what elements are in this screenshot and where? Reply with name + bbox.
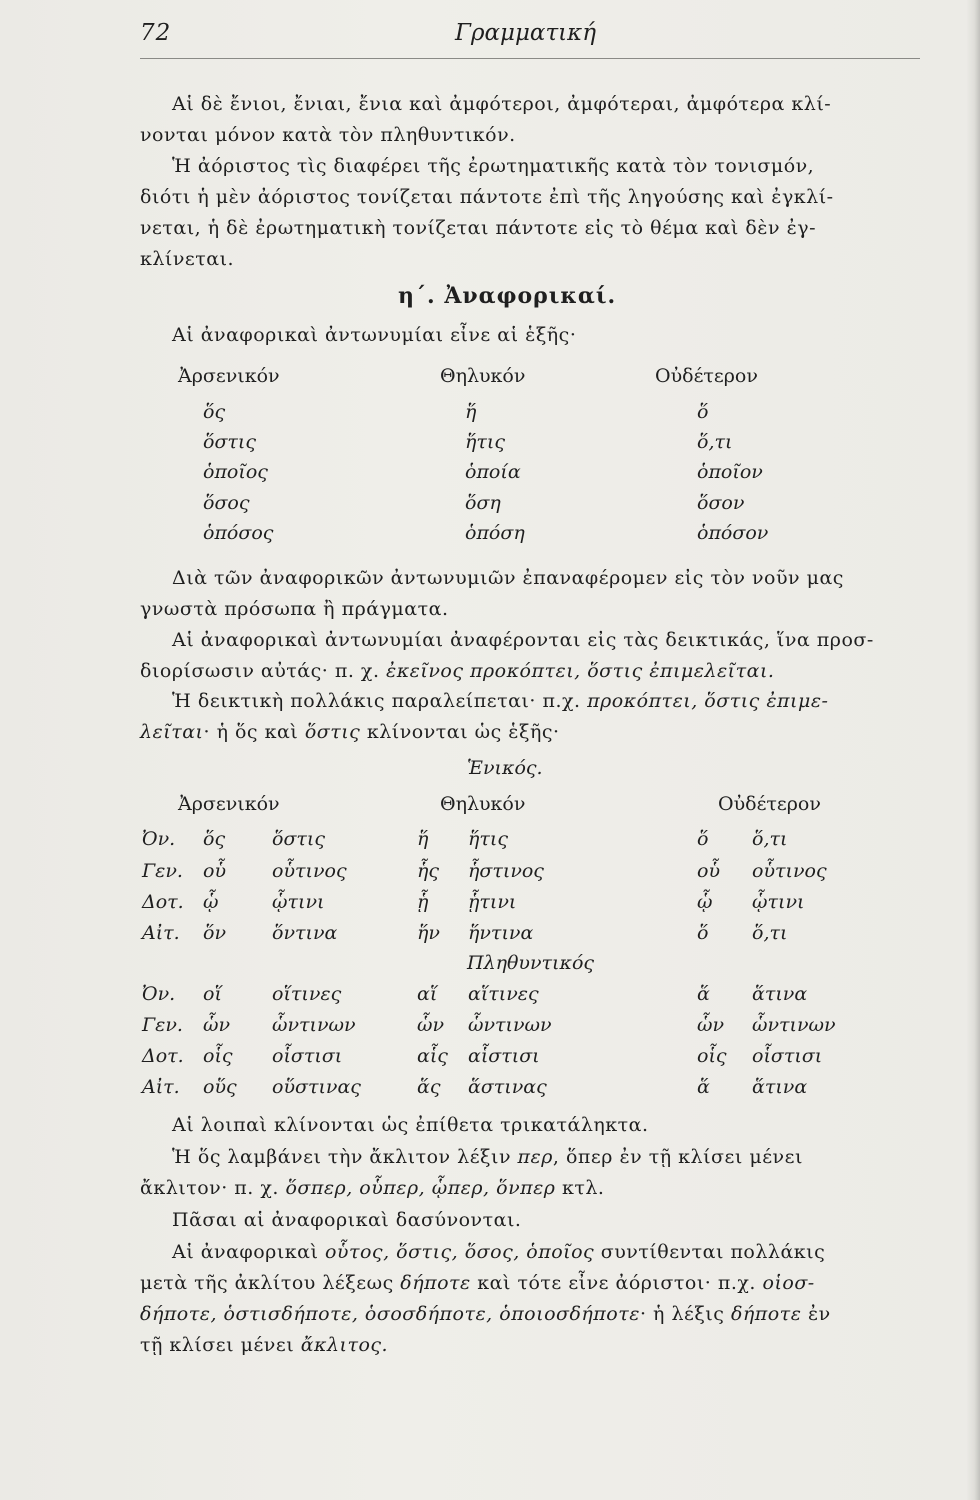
table-cell: ὅσος [203,492,250,514]
text-span: , ὅπερ ἐν τῇ κλίσει μένει [552,1146,803,1168]
text-span: κλίνονται ὡς ἑξῆς· [360,721,560,743]
column-header-masculine: Ἀρσενικόν [178,365,280,387]
column-header-masculine: Ἀρσενικόν [178,793,280,815]
paragraph-line [140,1334,388,1356]
table-cell: ᾗ [417,891,429,913]
table-cell: ἥτις [465,431,505,453]
paragraph-line [172,690,828,712]
column-header-feminine: Θηλυκόν [440,365,526,387]
text-span: Ἡ δεικτικὴ πολλάκις παραλείπεται· π.χ. [172,690,588,712]
text-span: μετὰ τῆς ἀκλίτου λέξεως [140,1272,401,1294]
table-cell: ἥν [417,922,440,944]
paragraph-line: Πᾶσαι αἱ ἀναφορικαὶ δασύνονται. [172,1209,522,1231]
table-cell: αἵ [417,983,438,1005]
table-cell: ὅ,τι [697,431,733,453]
table-cell: ἧς [417,860,440,882]
paragraph-line: Ἡ ἀόριστος τὶς διαφέρει τῆς ἐρωτηματικῆς κατὰ τὸν τονισμόν, [172,155,815,177]
example-text: ἐκεῖνος προκόπτει, ὅστις ἐπιμελεῖται. [386,660,775,682]
case-label: Ὀν. [142,828,176,850]
example-text: δήποτε [730,1303,802,1325]
table-cell: οἷς [203,1045,233,1067]
example-text: περ [517,1146,553,1168]
table-cell: ἅτινα [752,983,808,1005]
example-text: προκόπτει, ὅστις ἐπιμε- [587,690,829,712]
table-cell: ἧστινος [468,860,544,882]
plural-title: Πληθυντικός [467,952,595,974]
paragraph-line [140,1303,831,1325]
case-label: Δοτ. [142,891,184,913]
paragraph-line [140,1177,604,1199]
paragraph-line [140,1272,815,1294]
singular-title: Ἑνικός. [467,757,543,779]
text-span: Ἡ ὅς λαμβάνει τὴν ἄκλιτον λέξιν [172,1146,518,1168]
table-cell: οὗτινος [272,860,347,882]
paragraph-line: κλίνεται. [140,248,235,270]
table-cell: ᾧ [203,891,219,913]
table-cell: ὅσον [697,492,745,514]
table-cell: ὧντινων [272,1014,356,1036]
table-cell: ἅστινας [468,1076,547,1098]
case-label: Γεν. [142,860,183,882]
table-cell: ᾧτινι [272,891,325,913]
case-label: Ὀν. [142,983,176,1005]
paragraph-line [140,721,560,743]
text-span: ἐν [801,1303,831,1325]
table-cell: ὅ,τι [752,922,788,944]
page-edge-shadow [966,0,980,1500]
table-cell: αἷς [417,1045,448,1067]
text-span: κτλ. [555,1177,605,1199]
page-header [140,14,920,54]
text-span: καὶ τότε εἶνε ἀόριστοι· π.χ. [470,1272,763,1294]
case-label: Αἰτ. [142,1076,180,1098]
table-cell: οὕστινας [272,1076,361,1098]
table-cell: οἵτινες [272,983,342,1005]
example-text: οἱοσ- [762,1272,815,1294]
text-span: ἄκλιτον· π. χ. [140,1177,286,1199]
table-cell: αἷστισι [468,1045,540,1067]
paragraph-line: γνωστὰ πρόσωπα ἢ πράγματα. [140,598,449,620]
example-text: λεῖται [140,721,204,743]
table-cell: ἅ [697,983,710,1005]
table-cell: ἅ [697,1076,710,1098]
table-cell: ὅστις [272,828,326,850]
text-span: Αἱ ἀναφορικαὶ [172,1241,325,1263]
paragraph-line: Αἱ ἀναφορικαὶ ἀντωνυμίαι ἀναφέρονται εἰς τὰς δεικτικάς, ἵνα προσ- [172,629,874,651]
text-span: συντίθενται πολλάκις [594,1241,826,1263]
table-cell: αἵτινες [468,983,539,1005]
case-label: Γεν. [142,1014,183,1036]
column-header-neuter: Οὐδέτερον [655,365,758,387]
table-cell: ὧν [203,1014,231,1036]
example-text: ἄκλιτος. [300,1334,389,1356]
running-title: Γραμματική [455,20,597,46]
table-cell: οἷστισι [752,1045,823,1067]
table-cell: ὅ [697,828,709,850]
paragraph-line: Αἱ λοιπαὶ κλίνονται ὡς ἐπίθετα τρικατάληκτα. [172,1114,649,1136]
table-cell: ὅστις [203,431,257,453]
table-cell: ἅτινα [752,1076,808,1098]
header-rule [140,58,920,59]
table-cell: ὅς [203,401,226,423]
table-cell: ὅντινα [272,922,338,944]
text-span: · ἡ ὅς καὶ [203,721,305,743]
example-text: δήποτε [400,1272,471,1294]
text-span: τῇ κλίσει μένει [140,1334,301,1356]
table-cell: οὕς [203,1076,237,1098]
table-cell: ὅν [203,922,226,944]
example-text: ὅστις [304,721,361,743]
table-cell: ᾧ [697,891,713,913]
table-cell: ᾗτινι [468,891,517,913]
case-label: Αἰτ. [142,922,180,944]
paragraph-line [140,660,774,682]
case-label: Δοτ. [142,1045,184,1067]
table-cell: οἷστισι [272,1045,343,1067]
table-cell: ὅ [697,401,709,423]
table-cell: ὧν [697,1014,725,1036]
table-cell: ᾧτινι [752,891,805,913]
paragraph-line: διότι ἡ μὲν ἀόριστος τονίζεται πάντοτε ἐπὶ τῆς ληγούσης καὶ ἐγκλί- [140,186,834,208]
column-header-feminine: Θηλυκόν [440,793,526,815]
table-cell: ὧν [417,1014,445,1036]
table-cell: ὁποῖος [203,461,268,483]
table-cell: ἥ [417,828,429,850]
paragraph-line [172,1146,803,1168]
paragraph-line: νονται μόνον κατὰ τὸν πληθυντικόν. [140,124,516,146]
example-text: δήποτε, ὁστισδήποτε, ὁσοσδήποτε, ὁποιοσδήποτε [140,1303,640,1325]
table-cell: ὁπόση [465,522,525,544]
paragraph-line [172,1241,825,1263]
table-cell: ὧντινων [468,1014,552,1036]
table-cell: οἷς [697,1045,727,1067]
example-text: ὅσπερ, οὗπερ, ᾧπερ, ὅνπερ [285,1177,556,1199]
text-span: διορίσωσιν αὐτάς· π. χ. [140,660,387,682]
table-cell: οὗτινος [752,860,827,882]
table-cell: ὁπόσον [697,522,769,544]
table-cell: ἥ [465,401,477,423]
table-cell: ἥτις [468,828,508,850]
table-cell: ὁποία [465,461,521,483]
table-cell: ὁπόσος [203,522,274,544]
table-cell: ὅς [203,828,226,850]
page-number: 72 [140,20,172,46]
table-cell: οἵ [203,983,222,1005]
table-cell: ἥντινα [468,922,534,944]
column-header-neuter: Οὐδέτερον [718,793,821,815]
table-cell: οὗ [203,860,226,882]
table-cell: ὅ [697,922,709,944]
example-text: οὗτος, ὅστις, ὅσος, ὁποῖος [324,1241,595,1263]
intro-line: Αἱ ἀναφορικαὶ ἀντωνυμίαι εἶνε αἱ ἑξῆς· [172,324,577,346]
table-cell: ὅση [465,492,501,514]
table-cell: ὅ,τι [752,828,788,850]
table-cell: οὗ [697,860,720,882]
table-cell: ἅς [417,1076,441,1098]
text-span: · ἡ λέξις [639,1303,731,1325]
paragraph-line: Αἱ δὲ ἔνιοι, ἔνιαι, ἔνια καὶ ἀμφότεροι, ἀμφότεραι, ἀμφότερα κλί- [172,93,832,115]
paragraph-line: νεται, ἡ δὲ ἐρωτηματικὴ τονίζεται πάντοτε εἰς τὸ θέμα καὶ δὲν ἐγ- [140,217,817,239]
table-cell: ὁποῖον [697,461,763,483]
paragraph-line: Διὰ τῶν ἀναφορικῶν ἀντωνυμιῶν ἐπαναφέρομεν εἰς τὸν νοῦν μας [172,567,844,589]
section-heading: η΄. Ἀναφορικαί. [398,283,617,309]
table-cell: ὧντινων [752,1014,836,1036]
